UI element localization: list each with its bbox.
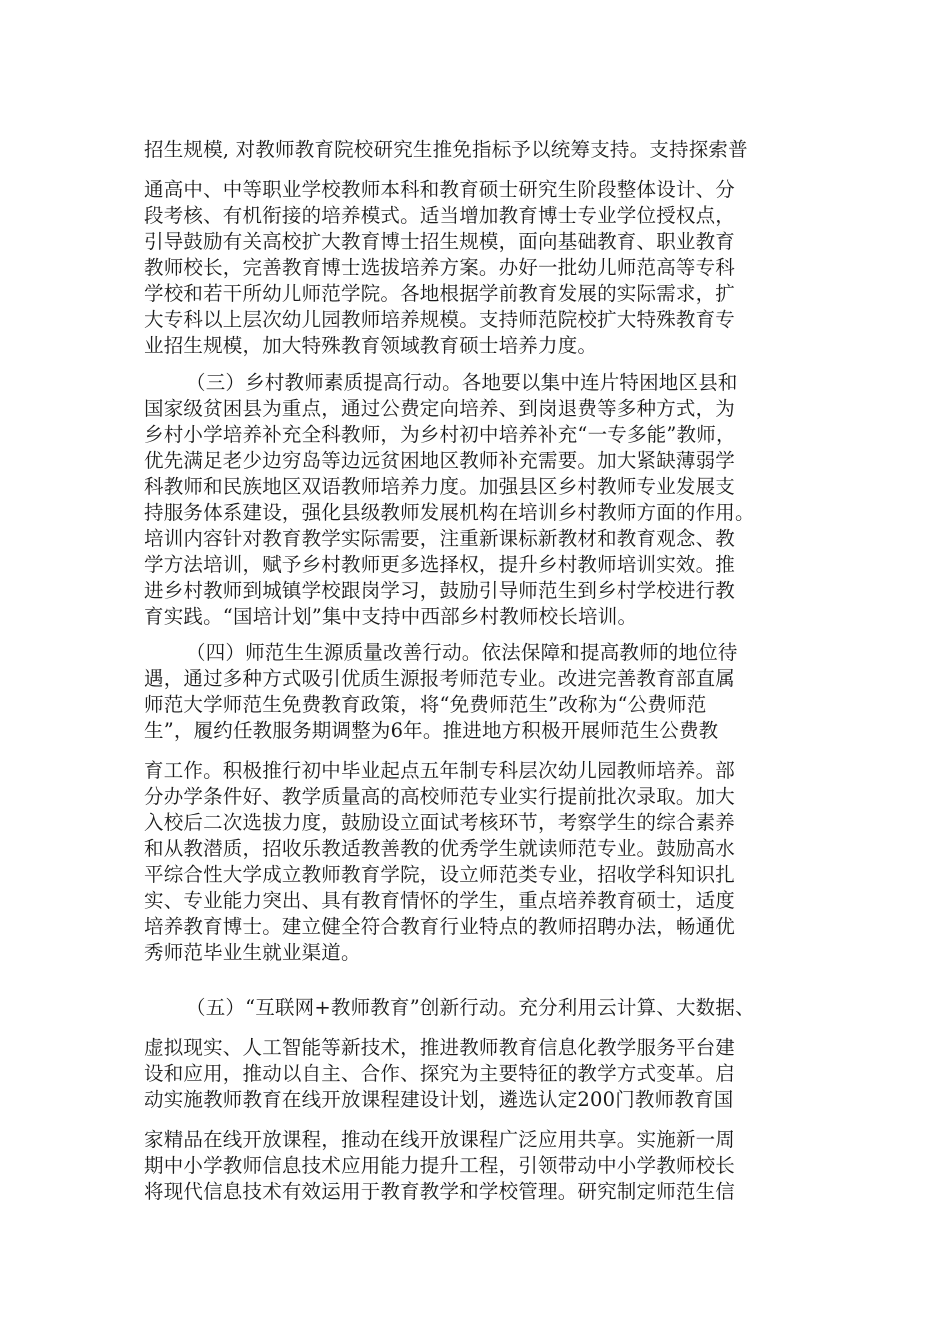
text-line: 育实践。“国培计划”集中支持中西部乡村教师校长培训。 bbox=[144, 605, 638, 628]
text-line: 国家级贫困县为重点，通过公费定向培养、到岗退费等多种方式，为 bbox=[144, 397, 736, 420]
text-line: 遇，通过多种方式吸引优质生源报考师范专业。改进完善教育部直属 bbox=[144, 667, 736, 690]
text-line: 期中小学教师信息技术应用能力提升工程，引领带动中小学教师校长 bbox=[144, 1154, 736, 1177]
text-line: 科教师和民族地区双语教师培养力度。加强县区乡村教师专业发展支 bbox=[144, 475, 736, 498]
text-line: 学校和若干所幼儿师范学院。各地根据学前教育发展的实际需求，扩 bbox=[144, 282, 736, 305]
text-line: 培养教育博士。建立健全符合教育行业特点的教师招聘办法，畅通优 bbox=[144, 915, 736, 938]
text-line: 实、专业能力突出、具有教育情怀的学生，重点培养教育硕士，适度 bbox=[144, 889, 736, 912]
text-line: 秀师范毕业生就业渠道。 bbox=[144, 941, 361, 964]
text-line: 和从教潜质，招收乐教适教善教的优秀学生就读师范专业。鼓励高水 bbox=[144, 837, 736, 860]
text-line: 入校后二次选拔力度，鼓励设立面试考核环节，考察学生的综合素养 bbox=[144, 811, 736, 834]
text-line: 师范大学师范生免费教育政策，将“免费师范生”改称为“公费师范 bbox=[144, 693, 707, 716]
text-line: 学方法培训，赋予乡村教师更多选择权，提升乡村教师培训实效。推 bbox=[144, 553, 736, 576]
text-line: 育工作。积极推行初中毕业起点五年制专科层次幼儿园教师培养。部 bbox=[144, 759, 736, 782]
paragraph-heading-3: （三）乡村教师素质提高行动。各地要以集中连片特困地区县和 bbox=[186, 371, 738, 394]
text-line: 生”，履约任教服务期调整为6年。推进地方积极开展师范生公费教 bbox=[144, 719, 719, 742]
paragraph-heading-5: （五）“互联网+教师教育”创新行动。充分利用云计算、大数据、 bbox=[186, 996, 755, 1019]
text-line: 平综合性大学成立教师教育学院，设立师范类专业，招收学科知识扎 bbox=[144, 863, 736, 886]
text-line: 教师校长，完善教育博士选拔培养方案。办好一批幼儿师范高等专科 bbox=[144, 256, 736, 279]
text-line: 进乡村教师到城镇学校跟岗学习，鼓励引导师范生到乡村学校进行教 bbox=[144, 579, 736, 602]
text-line: 段考核、有机衔接的培养模式。适当增加教育博士专业学位授权点， bbox=[144, 204, 736, 227]
paragraph-heading-4: （四）师范生生源质量改善行动。依法保障和提高教师的地位待 bbox=[186, 641, 738, 664]
text-line: 乡村小学培养补充全科教师，为乡村初中培养补充“一专多能”教师， bbox=[144, 423, 736, 446]
text-line: 引导鼓励有关高校扩大教育博士招生规模，面向基础教育、职业教育 bbox=[144, 230, 736, 253]
text-line: 大专科以上层次幼儿园教师培养规模。支持师范院校扩大特殊教育专 bbox=[144, 308, 736, 331]
text-line: 业招生规模，加大特殊教育领域教育硕士培养力度。 bbox=[144, 334, 598, 357]
text-line: 招生规模, 对教师教育院校研究生推免指标予以统筹支持。支持探索普 bbox=[144, 138, 748, 161]
text-line: 虚拟现实、人工智能等新技术，推进教师教育信息化教学服务平台建 bbox=[144, 1036, 736, 1059]
text-line: 培训内容针对教育教学实际需要，注重新课标新教材和教育观念、教 bbox=[144, 527, 736, 550]
text-line: 通高中、中等职业学校教师本科和教育硕士研究生阶段整体设计、分 bbox=[144, 178, 736, 201]
text-line: 分办学条件好、教学质量高的高校师范专业实行提前批次录取。加大 bbox=[144, 785, 736, 808]
text-line: 持服务体系建设，强化县级教师发展机构在培训乡村教师方面的作用。 bbox=[144, 501, 755, 524]
text-line: 将现代信息技术有效运用于教育教学和学校管理。研究制定师范生信 bbox=[144, 1180, 736, 1203]
text-line: 优先满足老少边穷岛等边远贫困地区教师补充需要。加大紧缺薄弱学 bbox=[144, 449, 736, 472]
text-line: 家精品在线开放课程，推动在线开放课程广泛应用共享。实施新一周 bbox=[144, 1128, 736, 1151]
text-line: 设和应用，推动以自主、合作、探究为主要特征的教学方式变革。启 bbox=[144, 1062, 736, 1085]
text-line: 动实施教师教育在线开放课程建设计划，遴选认定200门教师教育国 bbox=[144, 1088, 734, 1111]
